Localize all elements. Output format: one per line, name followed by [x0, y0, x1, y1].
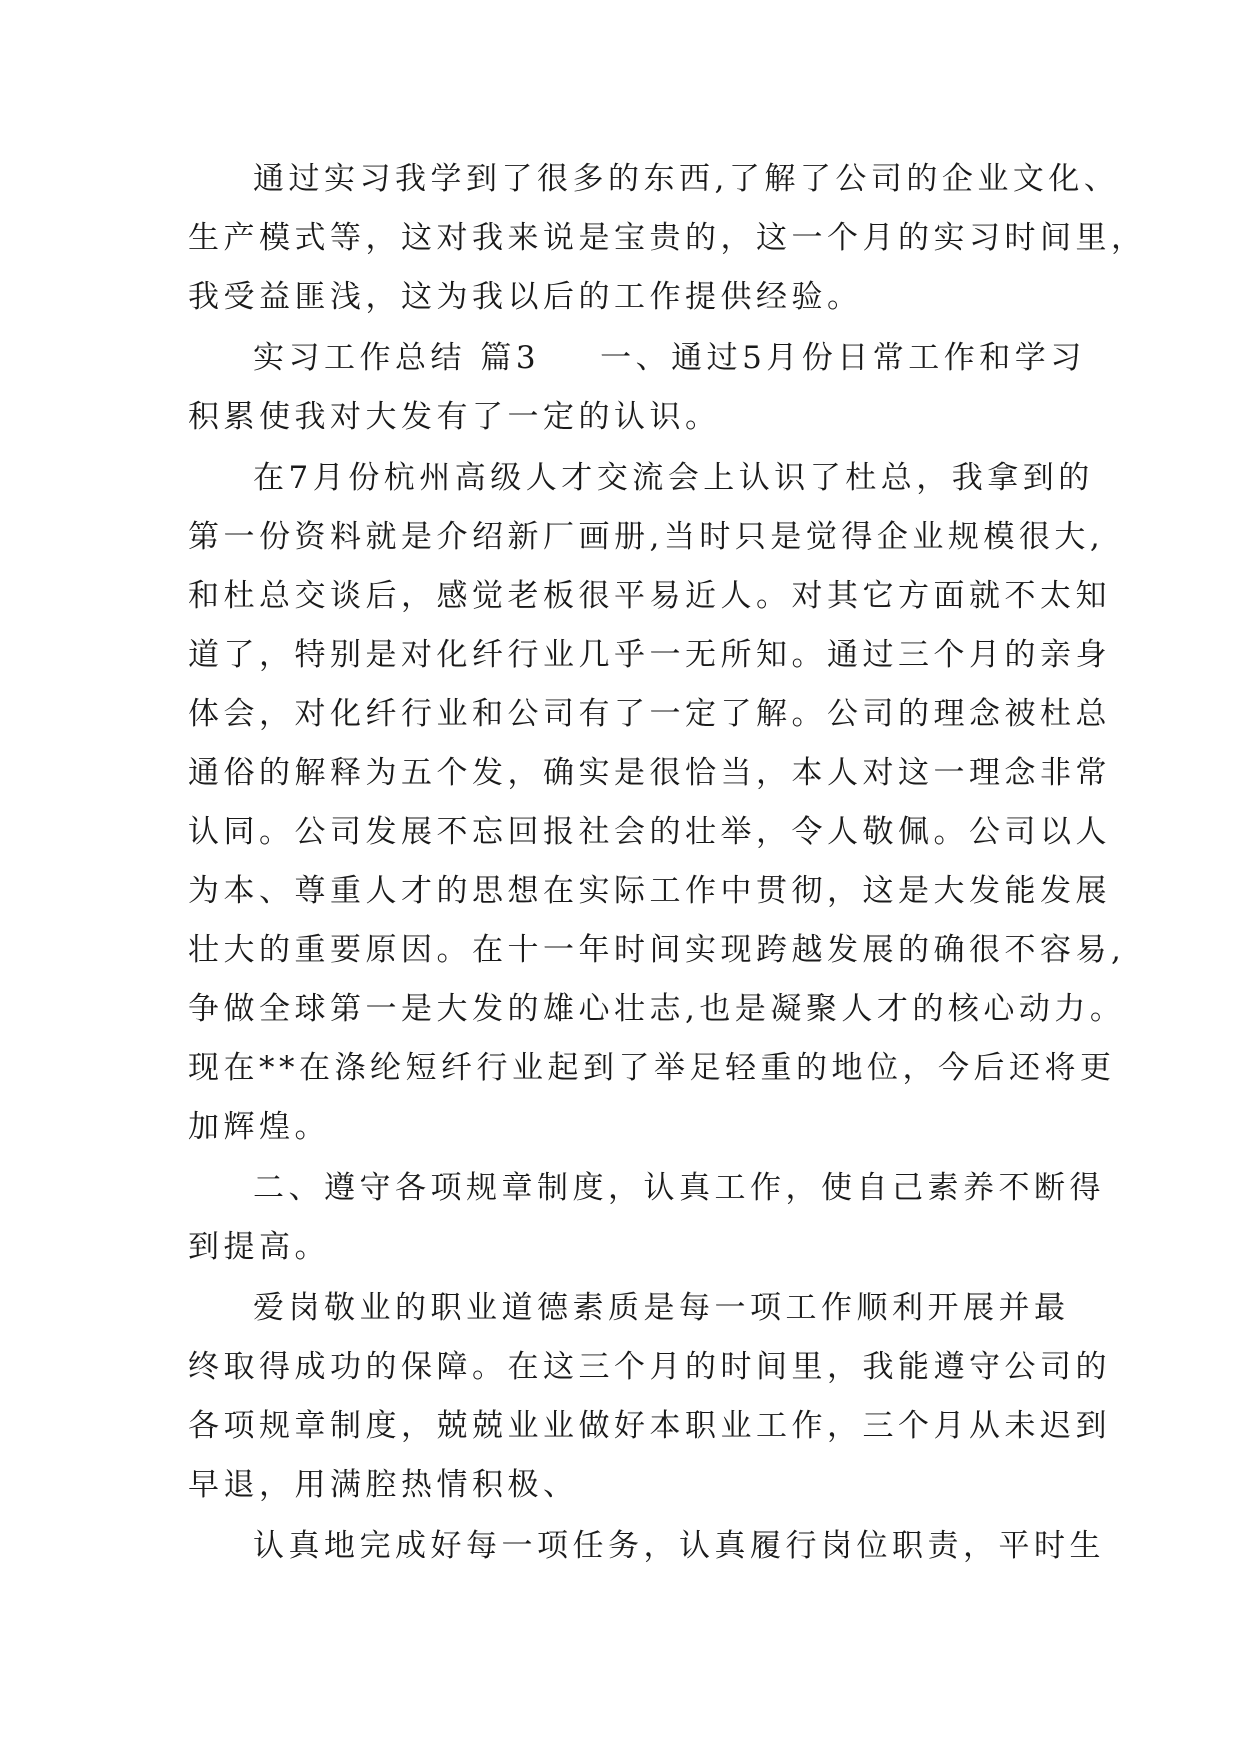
paragraph-line: 我受益匪浅，这为我以后的工作提供经验。	[188, 279, 863, 315]
paragraph-line: 爱岗敬业的职业道德素质是每一项工作顺利开展并最	[253, 1290, 1070, 1326]
paragraph-line: 认真地完成好每一项任务，认真履行岗位职责，平时生	[253, 1528, 1105, 1564]
section-heading-line	[188, 339, 1086, 377]
paragraph-line: 生产模式等，这对我来说是宝贵的，这一个月的实习时间里，	[188, 220, 1147, 256]
paragraph-line: 争做全球第一是大发的雄心壮志,也是凝聚人才的核心动力。	[188, 991, 1126, 1027]
paragraph-line: 加辉煌。	[188, 1109, 330, 1145]
paragraph-line: 通俗的解释为五个发，确实是很恰当，本人对这一理念非常	[188, 755, 1111, 791]
paragraph-line: 第一份资料就是介绍新厂画册,当时只是觉得企业规模很大,	[188, 519, 1105, 555]
paragraph-line: 积累使我对大发有了一定的认识。	[188, 399, 721, 435]
paragraph-line: 到提高。	[188, 1229, 330, 1265]
paragraph-line: 壮大的重要原因。在十一年时间实现跨越发展的确很不容易,	[188, 932, 1126, 968]
paragraph-line: 各项规章制度，兢兢业业做好本职业工作，三个月从未迟到	[188, 1408, 1111, 1444]
paragraph-line: 现在**在涤纶短纤行业起到了举足轻重的地位，今后还将更	[188, 1050, 1116, 1086]
document-body	[188, 160, 1147, 1586]
paragraph-line: 终取得成功的保障。在这三个月的时间里，我能遵守公司的	[188, 1349, 1111, 1385]
paragraph-line: 早退，用满腔热情积极、	[188, 1467, 579, 1503]
paragraph-line: 道了，特别是对化纤行业几乎一无所知。通过三个月的亲身	[188, 637, 1111, 673]
section-intro: 一、通过5月份日常工作和学习	[600, 340, 1086, 376]
paragraph-line: 二、遵守各项规章制度，认真工作，使自己素养不断得	[253, 1170, 1105, 1206]
paragraph-line: 体会，对化纤行业和公司有了一定了解。公司的理念被杜总	[188, 696, 1111, 732]
paragraph-line: 认同。公司发展不忘回报社会的壮举，令人敬佩。公司以人	[188, 814, 1111, 850]
section-title: 实习工作总结 篇3	[253, 340, 541, 376]
paragraph-line: 在7月份杭州高级人才交流会上认识了杜总，我拿到的	[253, 460, 1094, 496]
paragraph-line: 为本、尊重人才的思想在实际工作中贯彻，这是大发能发展	[188, 873, 1111, 909]
paragraph-line: 和杜总交谈后，感觉老板很平易近人。对其它方面就不太知	[188, 578, 1111, 614]
paragraph-line: 通过实习我学到了很多的东西,了解了公司的企业文化、	[253, 161, 1120, 197]
